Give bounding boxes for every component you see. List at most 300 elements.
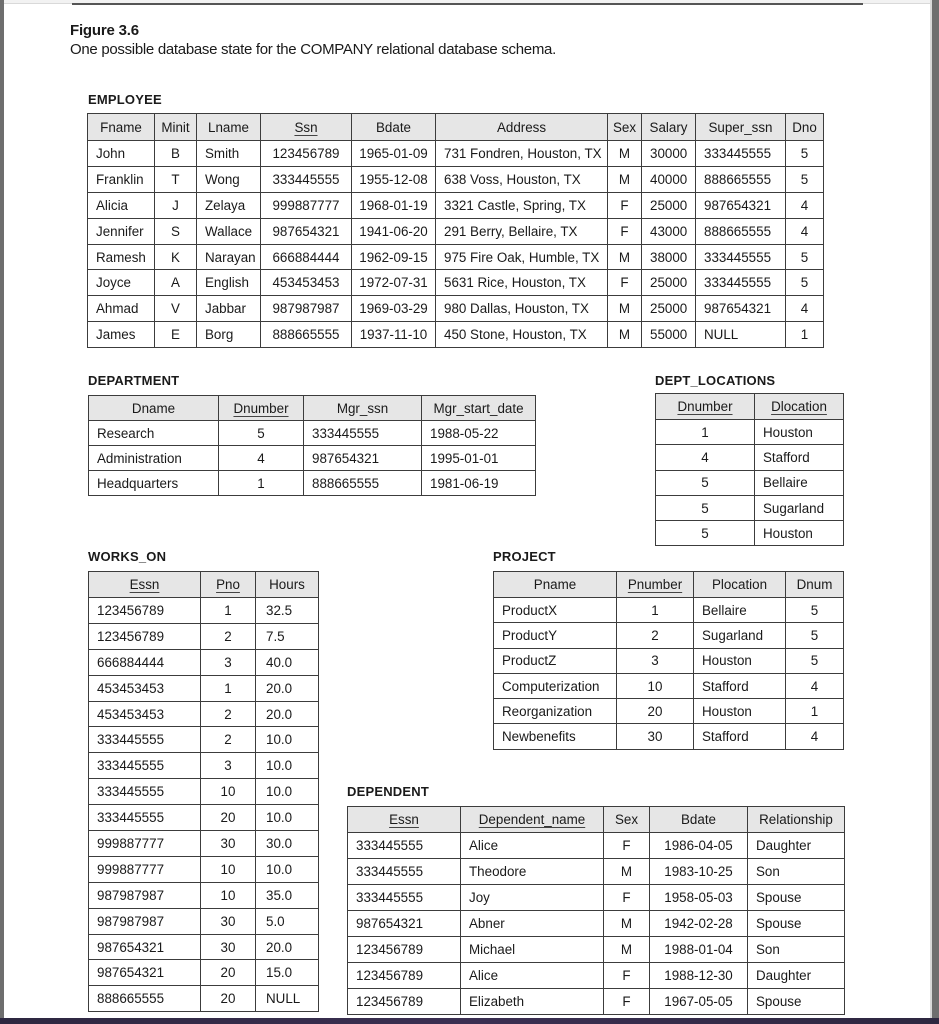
table-cell: 333445555 — [696, 244, 786, 270]
scrollbar-track[interactable] — [932, 0, 939, 1018]
table-cell: 3 — [617, 648, 694, 673]
table-row — [89, 675, 319, 701]
table-row — [348, 833, 845, 859]
table-cell: S — [155, 218, 197, 244]
column-header — [696, 114, 786, 141]
table-cell: 20 — [201, 960, 256, 986]
column-label: Sex — [612, 119, 637, 135]
column-label: Sex — [614, 812, 639, 827]
window-bottom-bar — [0, 1018, 939, 1024]
table-cell: Zelaya — [197, 192, 261, 218]
table-cell: J — [155, 192, 197, 218]
table-row — [89, 882, 319, 908]
table-cell: Houston — [694, 699, 786, 724]
top-rule-divider — [72, 3, 863, 5]
table-cell: F — [604, 963, 650, 989]
department-relation-name: DEPARTMENT — [88, 373, 180, 388]
column-header — [89, 572, 201, 598]
column-header — [348, 807, 461, 833]
table-cell: Spouse — [748, 911, 845, 937]
column-label: Mgr_start_date — [433, 400, 524, 416]
table-cell: Ahmad — [88, 296, 155, 322]
table-cell: Administration — [89, 446, 219, 471]
dependent-table — [347, 806, 845, 1015]
page-frame-left — [0, 0, 4, 1018]
table-cell: Wallace — [197, 218, 261, 244]
column-label: Address — [496, 119, 547, 135]
column-header — [261, 114, 352, 141]
table-cell: Alicia — [88, 192, 155, 218]
table-cell: 30000 — [642, 141, 696, 167]
header-row — [494, 572, 844, 598]
table-cell: 987987987 — [261, 296, 352, 322]
figure-caption: One possible database state for the COMPANY relational database schema. — [70, 41, 556, 58]
column-header — [748, 807, 845, 833]
column-header — [352, 114, 436, 141]
table-cell: ProductZ — [494, 648, 617, 673]
table-cell: Stafford — [694, 724, 786, 749]
table-cell: 20.0 — [256, 675, 319, 701]
column-label: Plocation — [711, 577, 768, 592]
table-cell: 4 — [656, 445, 755, 470]
table-cell: 888665555 — [696, 166, 786, 192]
table-row — [89, 446, 536, 471]
table-cell: 2 — [201, 701, 256, 727]
table-cell: Bellaire — [694, 598, 786, 623]
table-row — [656, 420, 844, 445]
table-cell: Smith — [197, 141, 261, 167]
table-cell: 1942-02-28 — [650, 911, 748, 937]
column-label: Fname — [100, 119, 142, 135]
table-cell: Computerization — [494, 673, 617, 698]
table-cell: 10.0 — [256, 727, 319, 753]
table-cell: 987654321 — [304, 446, 422, 471]
table-cell: 40.0 — [256, 649, 319, 675]
table-row — [89, 960, 319, 986]
table-cell: 333445555 — [696, 141, 786, 167]
table-row — [88, 192, 824, 218]
table-cell: Reorganization — [494, 699, 617, 724]
table-cell: 291 Berry, Bellaire, TX — [436, 218, 608, 244]
dept-locations-table — [655, 393, 844, 546]
table-cell: Houston — [755, 420, 844, 445]
column-header — [494, 572, 617, 598]
table-cell: V — [155, 296, 197, 322]
table-cell: 4 — [786, 724, 844, 749]
works-on-table — [88, 571, 319, 1012]
table-cell: 5 — [786, 166, 824, 192]
table-cell: 123456789 — [89, 623, 201, 649]
table-row — [88, 244, 824, 270]
table-cell: 10.0 — [256, 856, 319, 882]
table-cell: M — [604, 911, 650, 937]
table-cell: Daughter — [748, 963, 845, 989]
column-header — [219, 396, 304, 421]
table-cell: James — [88, 322, 155, 348]
table-cell: 888665555 — [261, 322, 352, 348]
table-cell: 2 — [201, 727, 256, 753]
table-cell: 20 — [201, 805, 256, 831]
table-row — [89, 598, 319, 624]
primary-key-label: Essn — [389, 812, 419, 827]
table-cell: 5 — [219, 421, 304, 446]
column-header — [89, 396, 219, 421]
table-cell: F — [608, 218, 642, 244]
table-cell: 5 — [786, 648, 844, 673]
table-cell: 4 — [219, 446, 304, 471]
column-header — [461, 807, 604, 833]
table-cell: 2 — [201, 623, 256, 649]
primary-key-label: Dnumber — [233, 400, 289, 416]
column-label: Dnum — [796, 577, 833, 592]
table-row — [89, 831, 319, 857]
table-cell: 999887777 — [261, 192, 352, 218]
column-header — [642, 114, 696, 141]
table-cell: 333445555 — [89, 779, 201, 805]
table-cell: 35.0 — [256, 882, 319, 908]
column-header — [786, 114, 824, 141]
table-cell: 10 — [201, 882, 256, 908]
table-cell: Newbenefits — [494, 724, 617, 749]
table-row — [348, 937, 845, 963]
primary-key-label: Pno — [216, 577, 240, 592]
table-cell: 333445555 — [261, 166, 352, 192]
table-cell: 987987987 — [89, 908, 201, 934]
table-cell: 4 — [786, 673, 844, 698]
table-cell: 123456789 — [348, 989, 461, 1015]
column-label: Lname — [208, 119, 249, 135]
column-label: Super_ssn — [708, 119, 773, 135]
table-row — [656, 445, 844, 470]
table-cell: F — [604, 833, 650, 859]
table-cell: Alice — [461, 963, 604, 989]
table-cell: E — [155, 322, 197, 348]
column-label: Relationship — [759, 812, 833, 827]
table-cell: Ramesh — [88, 244, 155, 270]
table-cell: 123456789 — [348, 937, 461, 963]
header-row — [89, 396, 536, 421]
table-cell: Sugarland — [755, 495, 844, 520]
table-cell: Joyce — [88, 270, 155, 296]
table-row — [88, 296, 824, 322]
column-header — [155, 114, 197, 141]
table-row — [89, 649, 319, 675]
table-cell: 888665555 — [89, 986, 201, 1012]
column-header — [304, 396, 422, 421]
table-cell: 975 Fire Oak, Humble, TX — [436, 244, 608, 270]
table-cell: 30 — [201, 908, 256, 934]
table-cell: Jabbar — [197, 296, 261, 322]
table-cell: ProductX — [494, 598, 617, 623]
table-cell: Joy — [461, 885, 604, 911]
table-cell: 30 — [617, 724, 694, 749]
column-label: Hours — [269, 577, 305, 592]
project-table — [493, 571, 844, 750]
header-row — [656, 394, 844, 420]
table-cell: 333445555 — [348, 833, 461, 859]
table-row — [89, 623, 319, 649]
table-cell: Sugarland — [694, 623, 786, 648]
table-row — [494, 724, 844, 749]
table-cell: John — [88, 141, 155, 167]
table-cell: 987654321 — [696, 192, 786, 218]
table-cell: M — [604, 859, 650, 885]
header-row — [348, 807, 845, 833]
table-cell: NULL — [696, 322, 786, 348]
table-cell: 999887777 — [89, 831, 201, 857]
table-row — [88, 322, 824, 348]
table-cell: 1 — [219, 471, 304, 496]
column-label: Salary — [649, 119, 688, 135]
table-row — [89, 986, 319, 1012]
column-header — [256, 572, 319, 598]
table-row — [89, 934, 319, 960]
column-header — [650, 807, 748, 833]
table-cell: 25000 — [642, 270, 696, 296]
table-cell: Alice — [461, 833, 604, 859]
column-header — [617, 572, 694, 598]
table-cell: Wong — [197, 166, 261, 192]
table-cell: 333445555 — [89, 805, 201, 831]
table-cell: 32.5 — [256, 598, 319, 624]
table-cell: 453453453 — [261, 270, 352, 296]
table-row — [656, 470, 844, 495]
table-cell: A — [155, 270, 197, 296]
table-row — [89, 805, 319, 831]
table-cell: ProductY — [494, 623, 617, 648]
table-cell: 10.0 — [256, 779, 319, 805]
table-cell: 30.0 — [256, 831, 319, 857]
table-row — [348, 989, 845, 1015]
table-cell: Bellaire — [755, 470, 844, 495]
table-cell: 5 — [786, 270, 824, 296]
column-header — [786, 572, 844, 598]
table-cell: 888665555 — [696, 218, 786, 244]
table-cell: 10.0 — [256, 805, 319, 831]
table-row — [494, 648, 844, 673]
table-row — [89, 753, 319, 779]
table-cell: 666884444 — [89, 649, 201, 675]
table-cell: 987654321 — [348, 911, 461, 937]
table-cell: F — [604, 989, 650, 1015]
table-cell: 4 — [786, 192, 824, 218]
table-row — [88, 270, 824, 296]
table-cell: 1958-05-03 — [650, 885, 748, 911]
table-cell: 1 — [786, 699, 844, 724]
table-cell: Spouse — [748, 885, 845, 911]
table-cell: 333445555 — [89, 753, 201, 779]
project-relation-name: PROJECT — [493, 549, 556, 564]
table-cell: 38000 — [642, 244, 696, 270]
primary-key-label: Pnumber — [627, 577, 683, 592]
table-cell: 1 — [786, 322, 824, 348]
table-cell: T — [155, 166, 197, 192]
table-cell: NULL — [256, 986, 319, 1012]
table-cell: 5 — [786, 598, 844, 623]
table-cell: 10 — [201, 779, 256, 805]
table-cell: 10.0 — [256, 753, 319, 779]
table-cell: 333445555 — [696, 270, 786, 296]
table-cell: 30 — [201, 831, 256, 857]
table-cell: 1 — [617, 598, 694, 623]
primary-key-label: Dependent_name — [478, 812, 586, 827]
column-label: Mgr_ssn — [336, 400, 389, 416]
table-cell: 20 — [617, 699, 694, 724]
table-row — [89, 421, 536, 446]
table-cell: 1955-12-08 — [352, 166, 436, 192]
table-cell: 2 — [617, 623, 694, 648]
table-cell: Research — [89, 421, 219, 446]
table-cell: 20.0 — [256, 934, 319, 960]
table-row — [656, 495, 844, 520]
table-cell: 333445555 — [89, 727, 201, 753]
table-cell: 1983-10-25 — [650, 859, 748, 885]
table-row — [348, 859, 845, 885]
table-cell: 999887777 — [89, 856, 201, 882]
table-cell: 731 Fondren, Houston, TX — [436, 141, 608, 167]
column-header — [197, 114, 261, 141]
table-cell: Son — [748, 859, 845, 885]
table-cell: 1988-01-04 — [650, 937, 748, 963]
employee-relation-name: EMPLOYEE — [88, 92, 162, 107]
table-cell: 25000 — [642, 296, 696, 322]
table-row — [89, 908, 319, 934]
table-cell: Son — [748, 937, 845, 963]
table-cell: 20.0 — [256, 701, 319, 727]
table-cell: 25000 — [642, 192, 696, 218]
table-cell: F — [608, 192, 642, 218]
table-cell: 5 — [786, 244, 824, 270]
department-table — [88, 395, 536, 496]
table-cell: 888665555 — [304, 471, 422, 496]
table-cell: 1981-06-19 — [422, 471, 536, 496]
table-cell: 20 — [201, 986, 256, 1012]
table-cell: 5 — [656, 495, 755, 520]
table-cell: Franklin — [88, 166, 155, 192]
table-cell: 123456789 — [89, 598, 201, 624]
table-cell: Jennifer — [88, 218, 155, 244]
table-cell: 4 — [786, 296, 824, 322]
table-cell: 30 — [201, 934, 256, 960]
table-cell: Abner — [461, 911, 604, 937]
table-cell: 987654321 — [89, 934, 201, 960]
table-row — [88, 141, 824, 167]
table-cell: 453453453 — [89, 701, 201, 727]
table-row — [494, 673, 844, 698]
table-row — [348, 963, 845, 989]
table-cell: M — [608, 141, 642, 167]
table-cell: M — [608, 296, 642, 322]
table-cell: 5631 Rice, Houston, TX — [436, 270, 608, 296]
primary-key-label: Ssn — [294, 119, 318, 135]
table-cell: 1 — [201, 598, 256, 624]
table-cell: 7.5 — [256, 623, 319, 649]
table-row — [494, 598, 844, 623]
table-cell: 1968-01-19 — [352, 192, 436, 218]
table-cell: 453453453 — [89, 675, 201, 701]
table-row — [656, 521, 844, 546]
table-cell: 5.0 — [256, 908, 319, 934]
table-cell: 5 — [656, 470, 755, 495]
table-cell: 1 — [201, 675, 256, 701]
table-cell: Houston — [755, 521, 844, 546]
table-cell: B — [155, 141, 197, 167]
column-label: Dname — [131, 400, 176, 416]
table-cell: 40000 — [642, 166, 696, 192]
table-cell: Headquarters — [89, 471, 219, 496]
table-cell: 10 — [201, 856, 256, 882]
table-cell: 3 — [201, 753, 256, 779]
table-cell: Houston — [694, 648, 786, 673]
table-row — [88, 218, 824, 244]
table-cell: 1941-06-20 — [352, 218, 436, 244]
dependent-relation-name: DEPENDENT — [347, 784, 429, 799]
table-cell: 10 — [617, 673, 694, 698]
dept-locations-relation-name: DEPT_LOCATIONS — [655, 373, 776, 388]
table-cell: Michael — [461, 937, 604, 963]
employee-table — [87, 113, 824, 348]
table-cell: 1 — [656, 420, 755, 445]
table-cell: F — [604, 885, 650, 911]
column-header — [694, 572, 786, 598]
header-row — [88, 114, 824, 141]
column-label: Pname — [533, 577, 577, 592]
column-label: Bdate — [376, 119, 411, 135]
table-cell: 1937-11-10 — [352, 322, 436, 348]
table-cell: 4 — [786, 218, 824, 244]
table-cell: 980 Dallas, Houston, TX — [436, 296, 608, 322]
table-cell: 1972-07-31 — [352, 270, 436, 296]
table-row — [88, 166, 824, 192]
table-cell: 15.0 — [256, 960, 319, 986]
table-cell: 1967-05-05 — [650, 989, 748, 1015]
table-cell: 123456789 — [261, 141, 352, 167]
table-cell: 5 — [786, 141, 824, 167]
column-label: Bdate — [681, 812, 716, 827]
column-header — [755, 394, 844, 420]
column-header — [88, 114, 155, 141]
table-cell: Daughter — [748, 833, 845, 859]
table-cell: Stafford — [755, 445, 844, 470]
table-cell: Narayan — [197, 244, 261, 270]
table-cell: 333445555 — [348, 859, 461, 885]
primary-key-label: Essn — [129, 577, 160, 592]
column-label: Minit — [161, 119, 190, 135]
table-cell: 987654321 — [89, 960, 201, 986]
table-row — [494, 623, 844, 648]
column-header — [608, 114, 642, 141]
table-cell: 1986-04-05 — [650, 833, 748, 859]
figure-title: Figure 3.6 — [70, 22, 139, 39]
table-cell: 450 Stone, Houston, TX — [436, 322, 608, 348]
table-row — [89, 701, 319, 727]
table-cell: 5 — [656, 521, 755, 546]
table-cell: 43000 — [642, 218, 696, 244]
table-cell: 3 — [201, 649, 256, 675]
table-cell: M — [608, 322, 642, 348]
table-row — [494, 699, 844, 724]
table-cell: K — [155, 244, 197, 270]
table-cell: Stafford — [694, 673, 786, 698]
table-row — [89, 779, 319, 805]
table-cell: English — [197, 270, 261, 296]
table-row — [348, 885, 845, 911]
table-row — [89, 471, 536, 496]
table-cell: 3321 Castle, Spring, TX — [436, 192, 608, 218]
table-cell: M — [608, 166, 642, 192]
table-cell: 55000 — [642, 322, 696, 348]
column-header — [656, 394, 755, 420]
